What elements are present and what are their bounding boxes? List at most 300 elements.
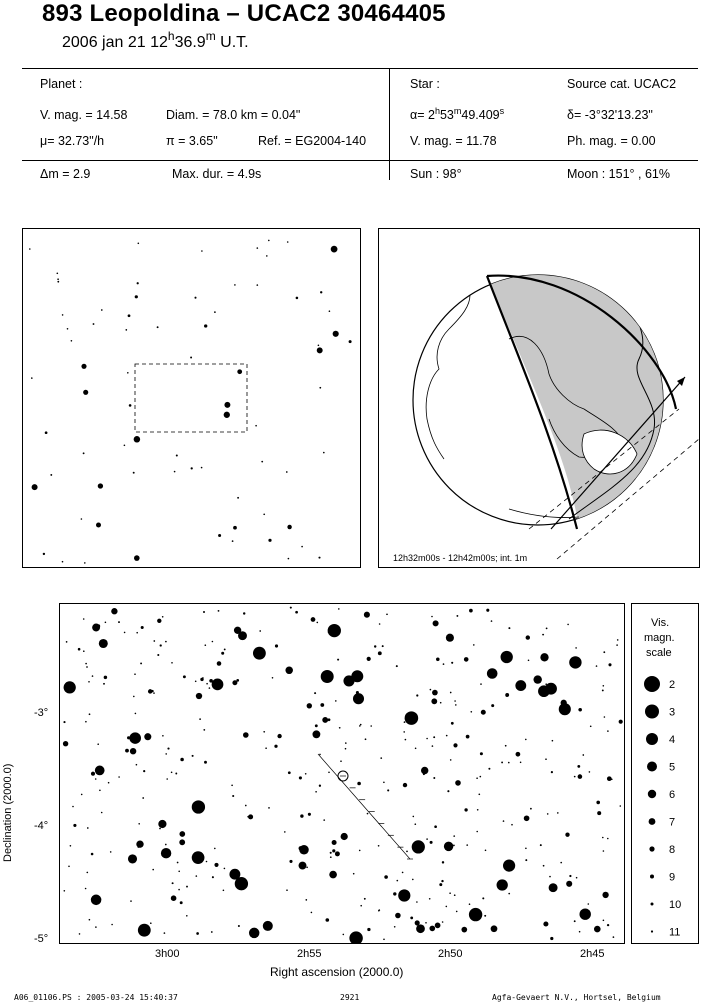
star-dot xyxy=(470,711,472,713)
star-dot xyxy=(602,892,608,898)
star-dot xyxy=(128,314,131,317)
star-dot xyxy=(73,824,76,827)
star-dot xyxy=(62,561,64,563)
star-dot xyxy=(231,784,233,786)
star-dot xyxy=(179,831,185,837)
star-dot xyxy=(464,657,469,662)
star-dot xyxy=(212,641,214,643)
star-dot xyxy=(150,922,152,924)
zoom-box xyxy=(135,364,247,432)
star-dot xyxy=(64,681,76,693)
star-dot xyxy=(63,741,68,746)
star-dot xyxy=(410,917,413,920)
star-dot xyxy=(296,297,299,300)
star-dot xyxy=(136,764,138,766)
star-dot xyxy=(574,776,576,778)
star-dot xyxy=(444,842,453,851)
star-dot xyxy=(174,471,176,473)
star-dot xyxy=(196,932,199,935)
star-dot xyxy=(243,732,249,738)
star-dot xyxy=(340,760,342,762)
scale-level-label: 5 xyxy=(669,761,676,774)
earth-visibility-panel xyxy=(378,228,700,568)
star-dot xyxy=(551,771,553,773)
star-dot xyxy=(476,831,478,833)
star-dot xyxy=(95,778,97,780)
star-dot xyxy=(491,704,494,707)
star-dot xyxy=(557,812,559,814)
star-dot xyxy=(469,609,473,613)
star-dot xyxy=(379,623,381,625)
finder-chart-wide xyxy=(22,228,361,568)
scale-dot xyxy=(645,705,659,719)
star-dot xyxy=(167,748,169,750)
star-dot xyxy=(111,924,113,926)
star-dot xyxy=(607,776,612,781)
star-dot xyxy=(431,616,433,618)
star-dot xyxy=(505,693,509,697)
xtick-3: 2h50 xyxy=(438,948,463,960)
star-dot xyxy=(607,838,609,840)
star-dot xyxy=(349,931,362,943)
star-dot xyxy=(305,899,307,901)
star-dot xyxy=(95,766,105,776)
star-dot xyxy=(511,824,513,826)
star-dot xyxy=(425,922,427,924)
star-dot xyxy=(333,331,339,337)
star-label: Star : xyxy=(410,77,440,91)
star-dot xyxy=(335,700,337,702)
star-dot xyxy=(108,782,110,784)
star-dot xyxy=(165,753,167,755)
star-dot xyxy=(64,890,66,892)
star-dot xyxy=(43,553,45,555)
star-dot xyxy=(383,938,385,940)
star-dot xyxy=(398,889,410,901)
star-dot xyxy=(454,894,456,896)
star-dot xyxy=(192,851,205,864)
star-dot xyxy=(201,467,203,469)
star-dot xyxy=(611,779,613,781)
star-dot xyxy=(209,687,211,689)
star-dot xyxy=(613,936,615,938)
scale-level-label: 11 xyxy=(669,926,681,939)
star-dot xyxy=(543,921,548,926)
star-dot xyxy=(359,850,361,852)
star-dot xyxy=(566,881,572,887)
star-dot xyxy=(318,557,320,559)
star-dot xyxy=(101,812,103,814)
star-dot xyxy=(95,926,97,928)
star-dot xyxy=(99,790,101,792)
star-dot xyxy=(315,724,318,727)
star-dot xyxy=(70,845,72,847)
star-dot xyxy=(387,789,389,791)
globe-time-range: 12h32m00s - 12h42m00s; int. 1m xyxy=(393,553,528,563)
star-dot xyxy=(180,758,184,762)
star-dot xyxy=(530,808,532,810)
star-dot xyxy=(50,474,52,476)
star-dot xyxy=(588,903,590,905)
star-dot xyxy=(503,860,515,872)
star-dot xyxy=(171,662,173,664)
star-dot xyxy=(602,689,604,691)
star-dot xyxy=(319,785,321,787)
star-dot xyxy=(542,634,544,636)
star-dot xyxy=(451,662,453,664)
star-dot xyxy=(266,255,268,257)
star-dot xyxy=(477,809,479,811)
star-dot xyxy=(152,869,154,871)
star-dot xyxy=(395,913,401,919)
star-dot xyxy=(287,241,289,243)
star-dot xyxy=(567,624,569,626)
star-dot xyxy=(81,518,83,520)
star-dot xyxy=(360,724,362,726)
star-dot xyxy=(315,791,317,793)
star-dot xyxy=(133,472,135,474)
star-dot xyxy=(71,340,73,342)
star-dot xyxy=(560,862,562,864)
star-dot xyxy=(434,825,437,828)
star-dot xyxy=(299,845,309,855)
star-dot xyxy=(386,613,388,615)
star-dot xyxy=(141,626,144,629)
star-dot xyxy=(533,675,541,683)
star-dot xyxy=(93,323,95,325)
star-dot xyxy=(393,892,396,895)
star-dot xyxy=(103,683,105,685)
star-dot xyxy=(482,897,484,899)
star-dot xyxy=(380,757,382,759)
star-dot xyxy=(439,883,442,886)
star-dot xyxy=(577,765,580,768)
star-dot xyxy=(501,651,513,663)
star-dot xyxy=(274,745,277,748)
star-dot xyxy=(91,772,95,776)
star-dot xyxy=(405,739,407,741)
star-dot xyxy=(446,634,454,642)
star-dot xyxy=(97,743,99,745)
star-dot xyxy=(257,247,259,249)
scale-dot xyxy=(648,790,656,798)
star-dot xyxy=(546,628,548,630)
star-vmag: V. mag. = 11.78 xyxy=(410,134,497,148)
star-dot xyxy=(118,776,120,778)
scale-level-label: 6 xyxy=(669,789,676,801)
star-dot xyxy=(449,892,451,894)
star-dot xyxy=(345,742,347,744)
star-dot xyxy=(433,620,439,626)
star-dot xyxy=(466,735,470,739)
star-dot xyxy=(83,390,88,395)
star-dot xyxy=(594,926,601,933)
star-dot xyxy=(525,848,527,850)
star-dot xyxy=(238,925,240,927)
star-dot xyxy=(603,685,605,687)
star-dot xyxy=(56,272,58,274)
star-dot xyxy=(83,618,85,620)
star-dot xyxy=(128,854,137,863)
star-dot xyxy=(127,372,129,374)
earth-globe xyxy=(379,229,699,567)
star-dot xyxy=(199,718,201,720)
star-dot xyxy=(416,901,418,903)
star-dot xyxy=(85,663,87,665)
star-dot xyxy=(578,709,580,711)
star-dot xyxy=(332,849,335,852)
scale-level-label: 8 xyxy=(669,844,676,856)
star-dot xyxy=(86,872,88,874)
star-dot xyxy=(547,813,549,815)
star-dot xyxy=(485,850,487,852)
star-dot xyxy=(288,771,291,774)
star-dot xyxy=(476,777,478,779)
star-dot xyxy=(442,921,444,923)
star-dot xyxy=(414,823,416,825)
star-dot xyxy=(321,670,334,683)
star-dot xyxy=(508,627,510,629)
scale-dot xyxy=(646,733,658,745)
star-dot xyxy=(134,436,141,443)
star-dot xyxy=(211,931,213,933)
info-top-rule xyxy=(22,68,698,69)
star-dot xyxy=(284,831,286,833)
star-dot xyxy=(57,278,59,280)
star-dot xyxy=(549,876,551,878)
star-dot xyxy=(224,648,226,650)
star-dot xyxy=(268,240,270,242)
star-dot xyxy=(528,660,530,662)
star-dot xyxy=(263,731,265,733)
star-dot xyxy=(127,736,130,739)
star-dot xyxy=(67,328,69,330)
star-dot xyxy=(186,886,188,888)
star-dot xyxy=(378,910,380,912)
star-dot xyxy=(206,683,208,685)
star-dot xyxy=(356,691,359,694)
star-dot xyxy=(308,813,311,816)
star-dot xyxy=(91,853,94,856)
star-dot xyxy=(406,851,408,853)
delta-mag: Δm = 2.9 xyxy=(40,167,91,181)
star-dot xyxy=(540,844,542,846)
star-dot xyxy=(426,738,428,740)
scale-dots xyxy=(632,604,698,943)
star-dot xyxy=(171,895,177,901)
star-dot xyxy=(359,725,361,727)
star-dot xyxy=(79,933,81,935)
star-dot xyxy=(265,747,267,749)
star-dot xyxy=(549,883,558,892)
star-dot xyxy=(191,467,193,469)
star-dot xyxy=(488,768,490,770)
star-dot xyxy=(200,678,203,681)
star-dot xyxy=(212,876,214,878)
star-dot xyxy=(98,483,103,488)
star-dot xyxy=(455,780,461,786)
wide-field-stars xyxy=(23,229,360,567)
star-dot xyxy=(337,659,339,661)
scale-level-label: 2 xyxy=(669,679,676,691)
star-dot xyxy=(443,663,445,665)
star-dot xyxy=(491,925,498,932)
star-dot xyxy=(129,404,132,407)
star-dot xyxy=(497,879,508,890)
star-dot xyxy=(212,679,224,691)
star-dot xyxy=(159,828,161,830)
star-dot xyxy=(466,844,468,846)
star-dot xyxy=(110,851,112,853)
star-dot xyxy=(338,608,340,610)
star-dot xyxy=(413,816,415,818)
star-dot xyxy=(480,776,482,778)
star-dot xyxy=(412,879,414,881)
star-dot xyxy=(353,693,364,704)
star-dot xyxy=(456,911,458,913)
scale-level-label: 10 xyxy=(669,899,682,911)
star-dot xyxy=(233,526,237,530)
star-dot xyxy=(312,730,320,738)
star-dot xyxy=(582,754,584,756)
star-dot xyxy=(431,698,437,704)
star-dot xyxy=(111,608,117,614)
star-dot xyxy=(318,345,320,347)
star-dot xyxy=(589,771,591,773)
star-dot xyxy=(432,745,434,747)
star-dot xyxy=(144,733,151,740)
star-dot xyxy=(287,525,291,529)
star-dot xyxy=(317,347,323,353)
star-dot xyxy=(446,906,448,908)
star-dot xyxy=(81,364,86,369)
star-dot xyxy=(357,782,361,786)
star-dot xyxy=(83,650,85,652)
star-dot xyxy=(617,639,619,641)
scale-title-3: scale xyxy=(646,647,672,659)
star-dot xyxy=(575,647,577,649)
star-dot xyxy=(486,609,489,612)
star-dot xyxy=(322,717,328,723)
magnitude-scale-legend xyxy=(631,603,699,944)
star-dot xyxy=(505,745,507,747)
star-dot xyxy=(229,869,240,880)
star-dot xyxy=(405,711,419,725)
star-dot xyxy=(175,773,177,775)
star-dot xyxy=(124,632,126,634)
star-dot xyxy=(286,471,288,473)
star-dot xyxy=(130,748,136,754)
planet-diam: Diam. = 78.0 km = 0.04" xyxy=(166,108,301,122)
scale-level-label: 3 xyxy=(669,706,676,719)
star-source: Source cat. UCAC2 xyxy=(567,77,677,91)
star-dot xyxy=(450,759,452,761)
star-dot xyxy=(68,866,70,868)
star-dot xyxy=(99,639,108,648)
star-dot xyxy=(311,617,316,622)
star-dot xyxy=(478,793,480,795)
star-dot xyxy=(224,412,230,418)
star-dot xyxy=(151,690,153,692)
star-dot xyxy=(326,918,330,922)
star-dot xyxy=(204,324,207,327)
star-dot xyxy=(195,681,197,683)
star-dot xyxy=(402,872,404,874)
star-dot xyxy=(620,805,622,807)
star-dot xyxy=(383,782,385,784)
star-dot xyxy=(525,739,527,741)
star-dot xyxy=(196,875,198,877)
star-dot xyxy=(157,654,159,656)
star-dot xyxy=(416,694,418,696)
star-dot xyxy=(289,860,292,863)
star-dot xyxy=(360,905,362,907)
star-dot xyxy=(378,651,382,655)
star-dot xyxy=(135,295,138,298)
star-dot xyxy=(125,749,129,753)
footer-page-number: 2921 xyxy=(340,993,360,1002)
star-dot xyxy=(164,932,166,934)
star-dot xyxy=(370,725,372,727)
detailed-star-chart xyxy=(59,603,625,944)
star-dot xyxy=(469,908,482,921)
max-duration: Max. dur. = 4.9s xyxy=(172,167,262,181)
star-dot xyxy=(232,540,234,542)
star-dot xyxy=(153,640,155,642)
star-dot xyxy=(217,661,222,666)
sun-elongation: Sun : 98° xyxy=(410,167,462,181)
star-dot xyxy=(157,619,161,623)
star-dot xyxy=(328,718,331,721)
star-dot xyxy=(190,357,192,359)
star-dot xyxy=(450,692,452,694)
star-dot xyxy=(300,814,303,817)
star-dot xyxy=(365,738,367,740)
star-dot xyxy=(320,291,322,293)
star-dot xyxy=(503,820,505,822)
event-datetime: 2006 jan 21 12$^h$36.9$^m$ U.T. xyxy=(62,29,249,51)
star-dot xyxy=(323,452,325,454)
star-dot xyxy=(341,833,348,840)
star-dot xyxy=(203,611,205,613)
star-dot xyxy=(143,770,145,772)
star-dot xyxy=(320,703,324,707)
star-dot xyxy=(206,861,208,863)
star-dot xyxy=(91,895,102,906)
star-dot xyxy=(172,882,174,884)
star-dot xyxy=(290,607,292,609)
star-dot xyxy=(295,611,298,614)
star-dot xyxy=(89,919,91,921)
y-axis-label: Declination (2000.0) xyxy=(2,763,14,862)
star-dot xyxy=(134,673,136,675)
scale-dot xyxy=(647,762,657,772)
star-dot xyxy=(183,675,186,678)
star-dot xyxy=(96,624,100,628)
star-dot xyxy=(253,647,266,660)
star-dot xyxy=(403,783,407,787)
star-dot xyxy=(524,815,530,821)
star-dot xyxy=(83,452,85,454)
star-dot xyxy=(268,539,271,542)
star-dot xyxy=(136,632,138,634)
star-dot xyxy=(162,735,164,737)
x-axis-label: Right ascension (2000.0) xyxy=(270,965,404,979)
scale-level-label: 9 xyxy=(669,871,676,884)
star-dot xyxy=(454,700,456,702)
star-dot xyxy=(176,454,178,456)
star-delta: δ= -3°32'13.23" xyxy=(567,108,653,122)
